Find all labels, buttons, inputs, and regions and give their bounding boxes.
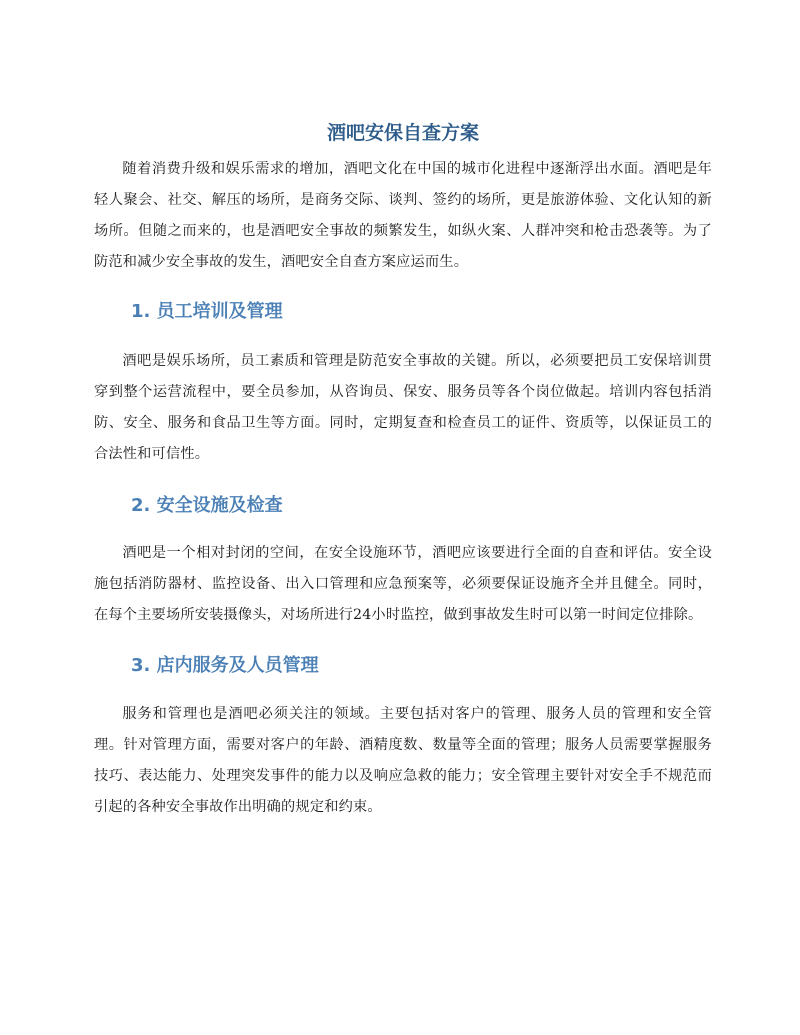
section-body-service-management: 服务和管理也是酒吧必须关注的领域。主要包括对客户的管理、服务人员的管理和安全管理。针对管理方面，需要对客户的年龄、酒精度数、数量等全面的管理；服务人员需要掌握服务技巧、表达能力、处理突发事件的能力以及响应急救的能力；安全管理主要针对安全手不规范而引起的各种安全事故作出明确的规定和约束。 [94, 706, 712, 815]
section-heading-safety-facilities: 2. 安全设施及检查 [131, 495, 283, 516]
section-heading-staff-training: 1. 员工培训及管理 [131, 301, 283, 322]
section-body-safety-facilities: 酒吧是一个相对封闭的空间，在安全设施环节，酒吧应该要进行全面的自查和评估。安全设施包括消防器材、监控设备、出入口管理和应急预案等，必须要保证设施齐全并且健全。同时，在每个主要场所安装摄像头，对场所进行24小时监控，做到事故发生时可以第一时间定位排除。 [94, 545, 712, 623]
intro-paragraph: 随着消费升级和娱乐需求的增加，酒吧文化在中国的城市化进程中逐渐浮出水面。酒吧是年轻人聚会、社交、解压的场所，是商务交际、谈判、签约的场所，更是旅游体验、文化认知的新场所。但随之而来的，也是酒吧安全事故的频繁发生，如纵火案、人群冲突和枪击恐袭等。为了防范和减少安全事故的发生，酒吧安全自查方案应运而生。 [94, 161, 712, 270]
section-heading-service-management: 3. 店内服务及人员管理 [131, 655, 319, 676]
document-title: 酒吧安保自查方案 [326, 122, 479, 144]
document-page [94, 118, 712, 823]
section-body-staff-training: 酒吧是娱乐场所，员工素质和管理是防范安全事故的关键。所以，必须要把员工安保培训贯穿到整个运营流程中，要全员参加，从咨询员、保安、服务员等各个岗位做起。培训内容包括消防、安全、服务和食品卫生等方面。同时，定期复查和检查员工的证件、资质等，以保证员工的合法性和可信性。 [94, 353, 712, 462]
